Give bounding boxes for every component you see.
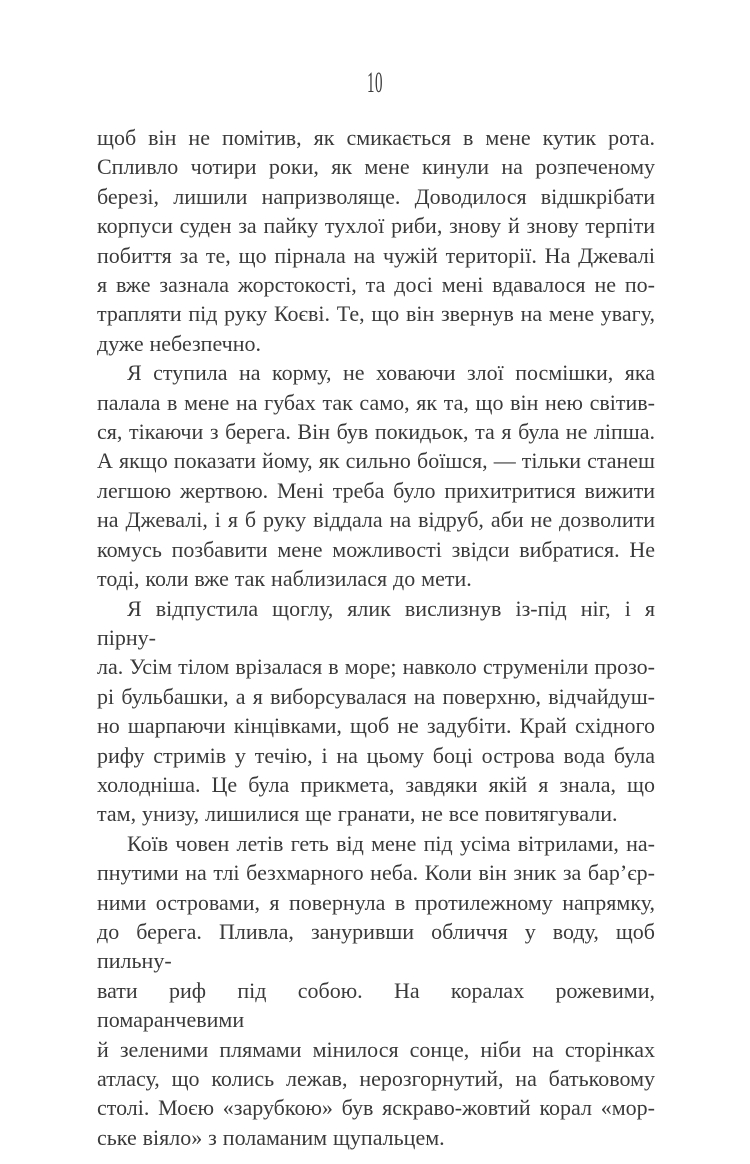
text-line: корпуси суден за пайку тухлої риби, знову й знову терпіти [97, 213, 655, 239]
text-line: трапляти під руку Коєві. Те, що він звернув на мене увагу, [97, 301, 655, 327]
text-line: побиття за те, що пірнала на чужій території. На Джевалі [97, 242, 655, 268]
text-line: до берега. Пливла, зануривши обличчя у воду, щоб пильну- [97, 918, 655, 974]
text-line: но шарпаючи кінцівками, щоб не задубіти. Край східного [97, 713, 655, 739]
text-line: щоб він не помітив, як смикається в мене кутик рота. [97, 125, 655, 150]
text-line: Я ступила на корму, не ховаючи злої посмішки, яка [127, 360, 655, 386]
text-line: комусь позбавити мене можливості звідси вибратися. Не [97, 536, 655, 562]
paragraph [97, 829, 655, 1152]
text-line: й зеленими плямами мінилося сонце, ніби на сторінках [97, 1036, 655, 1062]
text-line: атласу, що колись лежав, нерозгорнутий, на батьковому [97, 1066, 655, 1091]
text-line: легшою жертвою. Мені треба було прихитритися вижити [97, 477, 655, 503]
text-line: палала в мене на губах так само, як та, що він нею світив- [97, 389, 655, 415]
text-line: березі, лишили напризволяще. Доводилося відшкрібати [97, 183, 655, 209]
text-line: там, унизу, лишилися ще гранати, не все повитягували. [97, 801, 618, 827]
text-line: ла. Усім тілом врізалася в море; навколо струменіли прозо- [97, 654, 655, 680]
text-line: вати риф під собою. На коралах рожевими, помаранчевими [97, 977, 655, 1033]
text-line: дуже небезпечно. [97, 330, 262, 356]
page-number [0, 66, 750, 100]
text-line: ними островами, я повернула в протилежному напрямку, [97, 889, 655, 915]
text-line: столі. Моєю «зарубкою» був яскраво-жовтий корал «мор- [97, 1095, 655, 1121]
paragraph [97, 358, 655, 593]
text-line: пнутими на тлі безхмарного неба. Коли він зник за бар’єр- [97, 860, 655, 886]
paragraph [97, 594, 655, 829]
text-line: холодніша. Це була прикмета, завдяки якій я знала, що [97, 771, 655, 797]
text-line: А якщо показати йому, як сильно боїшся, — тільки станеш [97, 448, 655, 474]
text-line: я вже зазнала жорстокості, та досі мені вдавалося не по- [97, 272, 655, 298]
text-line: Спливло чотири роки, як мене кинули на розпеченому [97, 154, 655, 180]
text-line: Коїв човен летів геть від мене під усіма вітрилами, на- [127, 830, 655, 856]
text-line: тоді, коли вже так наблизилася до мети. [97, 566, 472, 592]
text-line: ське віяло» з поламаним щупальцем. [97, 1124, 445, 1150]
text-line: рі бульбашки, а я виборсувалася на поверхню, відчайдуш- [97, 683, 655, 709]
paragraph [97, 123, 655, 358]
text-line: рифу стримів у течію, і на цьому боці острова вода була [97, 742, 655, 768]
text-block [97, 123, 655, 1152]
text-line: на Джевалі, і я б руку віддала на відруб, аби не дозволити [97, 507, 655, 533]
text-line: Я відпустила щоглу, ялик вислизнув із-під ніг, і я пірну- [97, 595, 655, 650]
text-line: ся, тікаючи з берега. Він був покидьок, та я була не ліпша. [97, 419, 655, 445]
page-number-digits: 10 [367, 66, 383, 99]
